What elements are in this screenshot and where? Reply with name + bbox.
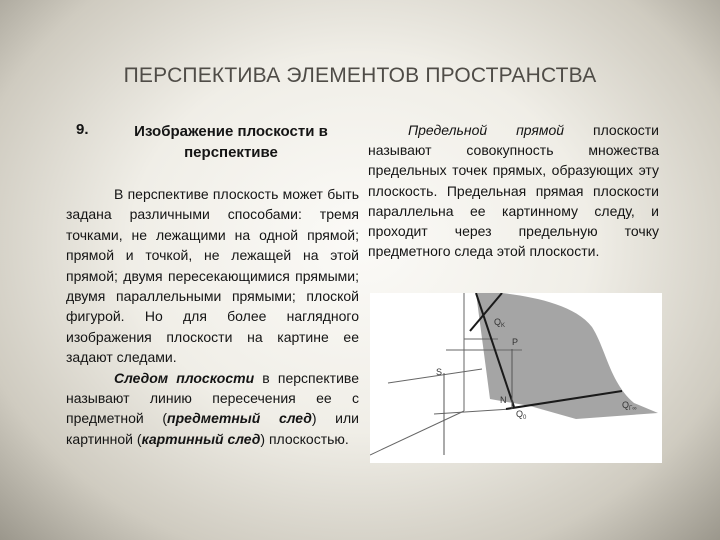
label-n: N bbox=[500, 395, 507, 405]
right-paragraph bbox=[368, 120, 659, 261]
left-column bbox=[66, 184, 359, 449]
label-q0: $Q_0$ bbox=[516, 409, 527, 421]
perspective-figure bbox=[370, 293, 662, 463]
guide-line-upper bbox=[388, 369, 482, 383]
picture-plane-bottom-edge bbox=[370, 411, 464, 455]
left-paragraph-2 bbox=[66, 368, 359, 450]
label-p: P bbox=[512, 337, 519, 347]
section-heading bbox=[102, 121, 360, 163]
label-qk: $Q_K$ bbox=[494, 317, 506, 329]
page-title: ПЕРСПЕКТИВА ЭЛЕМЕНТОВ ПРОСТРАНСТВА bbox=[123, 64, 597, 87]
left-paragraph-2-text1: в перспективе называют линию пересечения ее с предметной ( bbox=[66, 369, 359, 427]
term-plane-trace: Следом плоскости bbox=[114, 369, 255, 386]
label-qinf: $Q_{\Gamma\infty}$ bbox=[622, 400, 637, 412]
term-picture-trace: картинный след bbox=[141, 430, 261, 447]
guide-line-lower bbox=[434, 409, 510, 414]
section-heading-line1: Изображение плоскости в bbox=[134, 123, 328, 140]
right-paragraph-text: плоскости называют совокупность множества предельных точек прямых, образующих эту плоскость. Предельная прямая плоскости параллельна ее картинному следу, и проходит через предельную точку предметного следа этой плоскости. bbox=[368, 122, 660, 260]
perspective-diagram bbox=[370, 293, 662, 463]
left-paragraph-2-text2: ) или картинной ( bbox=[66, 410, 359, 447]
section-number: 9. bbox=[76, 121, 89, 138]
label-s: S bbox=[436, 367, 443, 377]
left-paragraph-1: В перспективе плоскость может быть задана различными способами: тремя точками, не лежащими на одной прямой; прямой и точкой, не лежащей на этой прямой; двумя пересекающимися прямыми; двумя параллельными прямыми; плоской фигурой. Но для более наглядного изображения плоскости на картине ее задают следами. bbox=[66, 186, 359, 366]
term-limit-line: Предельной прямой bbox=[408, 122, 565, 138]
section-heading-line2: перспективе bbox=[184, 144, 278, 161]
right-column bbox=[368, 120, 659, 261]
term-ground-trace: предметный след bbox=[167, 410, 312, 427]
left-paragraph-2-text3: ) плоскостью. bbox=[260, 430, 349, 447]
